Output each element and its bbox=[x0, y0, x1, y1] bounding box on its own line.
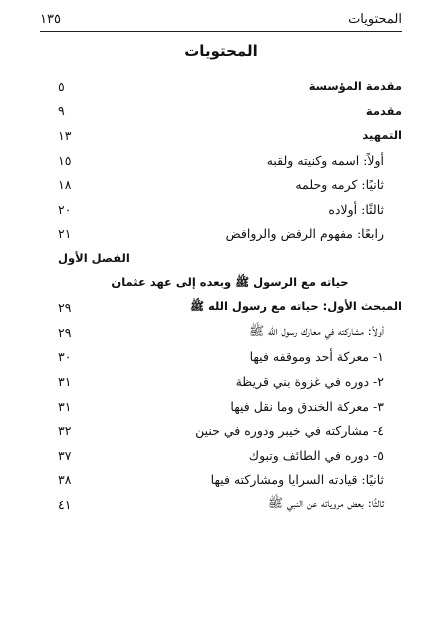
toc-entry-page: ٩ bbox=[58, 103, 65, 119]
toc-entry bbox=[58, 123, 402, 148]
toc-entry bbox=[58, 394, 402, 419]
toc-entry bbox=[58, 418, 402, 443]
toc-entry-page: ١٥ bbox=[58, 152, 72, 168]
toc-entry-title: ٢- دوره في غزوة بني قريظة bbox=[235, 373, 384, 389]
toc-entry-page: ٢٩ bbox=[58, 300, 72, 316]
header-rule bbox=[40, 31, 402, 32]
toc-entry-page: ٣٧ bbox=[58, 447, 72, 463]
toc-entry-title: ٥- دوره في الطائف وتبوك bbox=[248, 447, 384, 463]
toc-entry bbox=[58, 197, 402, 222]
toc-entry-title: ثانيًا: كرمه وحلمه bbox=[295, 177, 384, 193]
toc-entry-page: ٣٠ bbox=[58, 349, 72, 365]
table-of-contents bbox=[58, 74, 402, 517]
toc-entry-page: ٢٩ bbox=[58, 324, 72, 340]
toc-entry-title: المبحث الأول: حياته مع رسول الله ﷺ bbox=[190, 299, 402, 314]
toc-entry-page: ٣٨ bbox=[58, 472, 72, 488]
toc-entry bbox=[58, 74, 402, 99]
toc-entry-page: ٣٢ bbox=[58, 423, 72, 439]
toc-entry-title: ثالثًا: أولاده bbox=[328, 201, 384, 217]
toc-entry bbox=[58, 172, 402, 197]
toc-entry bbox=[58, 271, 402, 296]
toc-entry bbox=[58, 443, 402, 468]
toc-entry-page: ٤١ bbox=[58, 496, 72, 512]
toc-entry bbox=[58, 345, 402, 370]
toc-entry-page: ٣١ bbox=[58, 398, 72, 414]
toc-entry-title: مقدمة المؤسسة bbox=[308, 79, 402, 94]
toc-entry-title: ثالثًا: بعض مروياته عن النبي ﷺ bbox=[267, 494, 384, 510]
page-number: ١٣٥ bbox=[40, 11, 61, 27]
toc-title: المحتويات bbox=[184, 42, 258, 60]
toc-entry-page: ١٨ bbox=[58, 177, 72, 193]
toc-entry bbox=[58, 320, 402, 345]
running-title: المحتويات bbox=[348, 11, 402, 27]
toc-entry-page: ١٣ bbox=[58, 127, 72, 143]
toc-entry-page: ٥ bbox=[58, 78, 65, 94]
toc-entry bbox=[58, 99, 402, 124]
toc-entry-page: ٣١ bbox=[58, 373, 72, 389]
toc-entry-title: ٣- معركة الخندق وما نقل فيها bbox=[230, 398, 384, 414]
toc-entry-page: ٢٠ bbox=[58, 201, 72, 217]
toc-entry bbox=[58, 246, 402, 271]
toc-entry-page: ٢١ bbox=[58, 226, 72, 242]
toc-entry bbox=[58, 369, 402, 394]
toc-entry-title: ثانيًا: قيادته السرايا ومشاركته فيها bbox=[210, 472, 384, 488]
running-header bbox=[40, 8, 402, 30]
toc-entry-title: الفصل الأول bbox=[58, 251, 130, 266]
toc-entry-title: ١- معركة أحد وموقفه فيها bbox=[249, 349, 384, 365]
toc-entry bbox=[58, 468, 402, 493]
toc-entry-title: رابعًا: مفهوم الرفض والروافض bbox=[225, 226, 384, 242]
toc-entry-title: مقدمة bbox=[365, 103, 402, 118]
toc-entry bbox=[58, 148, 402, 173]
toc-entry-title: أولاً: مشاركته في معارك رسول الله ﷺ bbox=[248, 322, 384, 338]
toc-entry-title: التمهيد bbox=[362, 128, 402, 143]
toc-entry-title: ٤- مشاركته في خيبر ودوره في حنين bbox=[195, 423, 384, 439]
toc-entry bbox=[58, 222, 402, 247]
toc-entry-title: أولاً: اسمه وكنيته ولقبه bbox=[266, 152, 384, 168]
toc-entry bbox=[58, 492, 402, 517]
toc-entry-title: حياته مع الرسول ﷺ وبعده إلى عهد عثمان bbox=[111, 274, 349, 289]
toc-entry bbox=[58, 295, 402, 320]
